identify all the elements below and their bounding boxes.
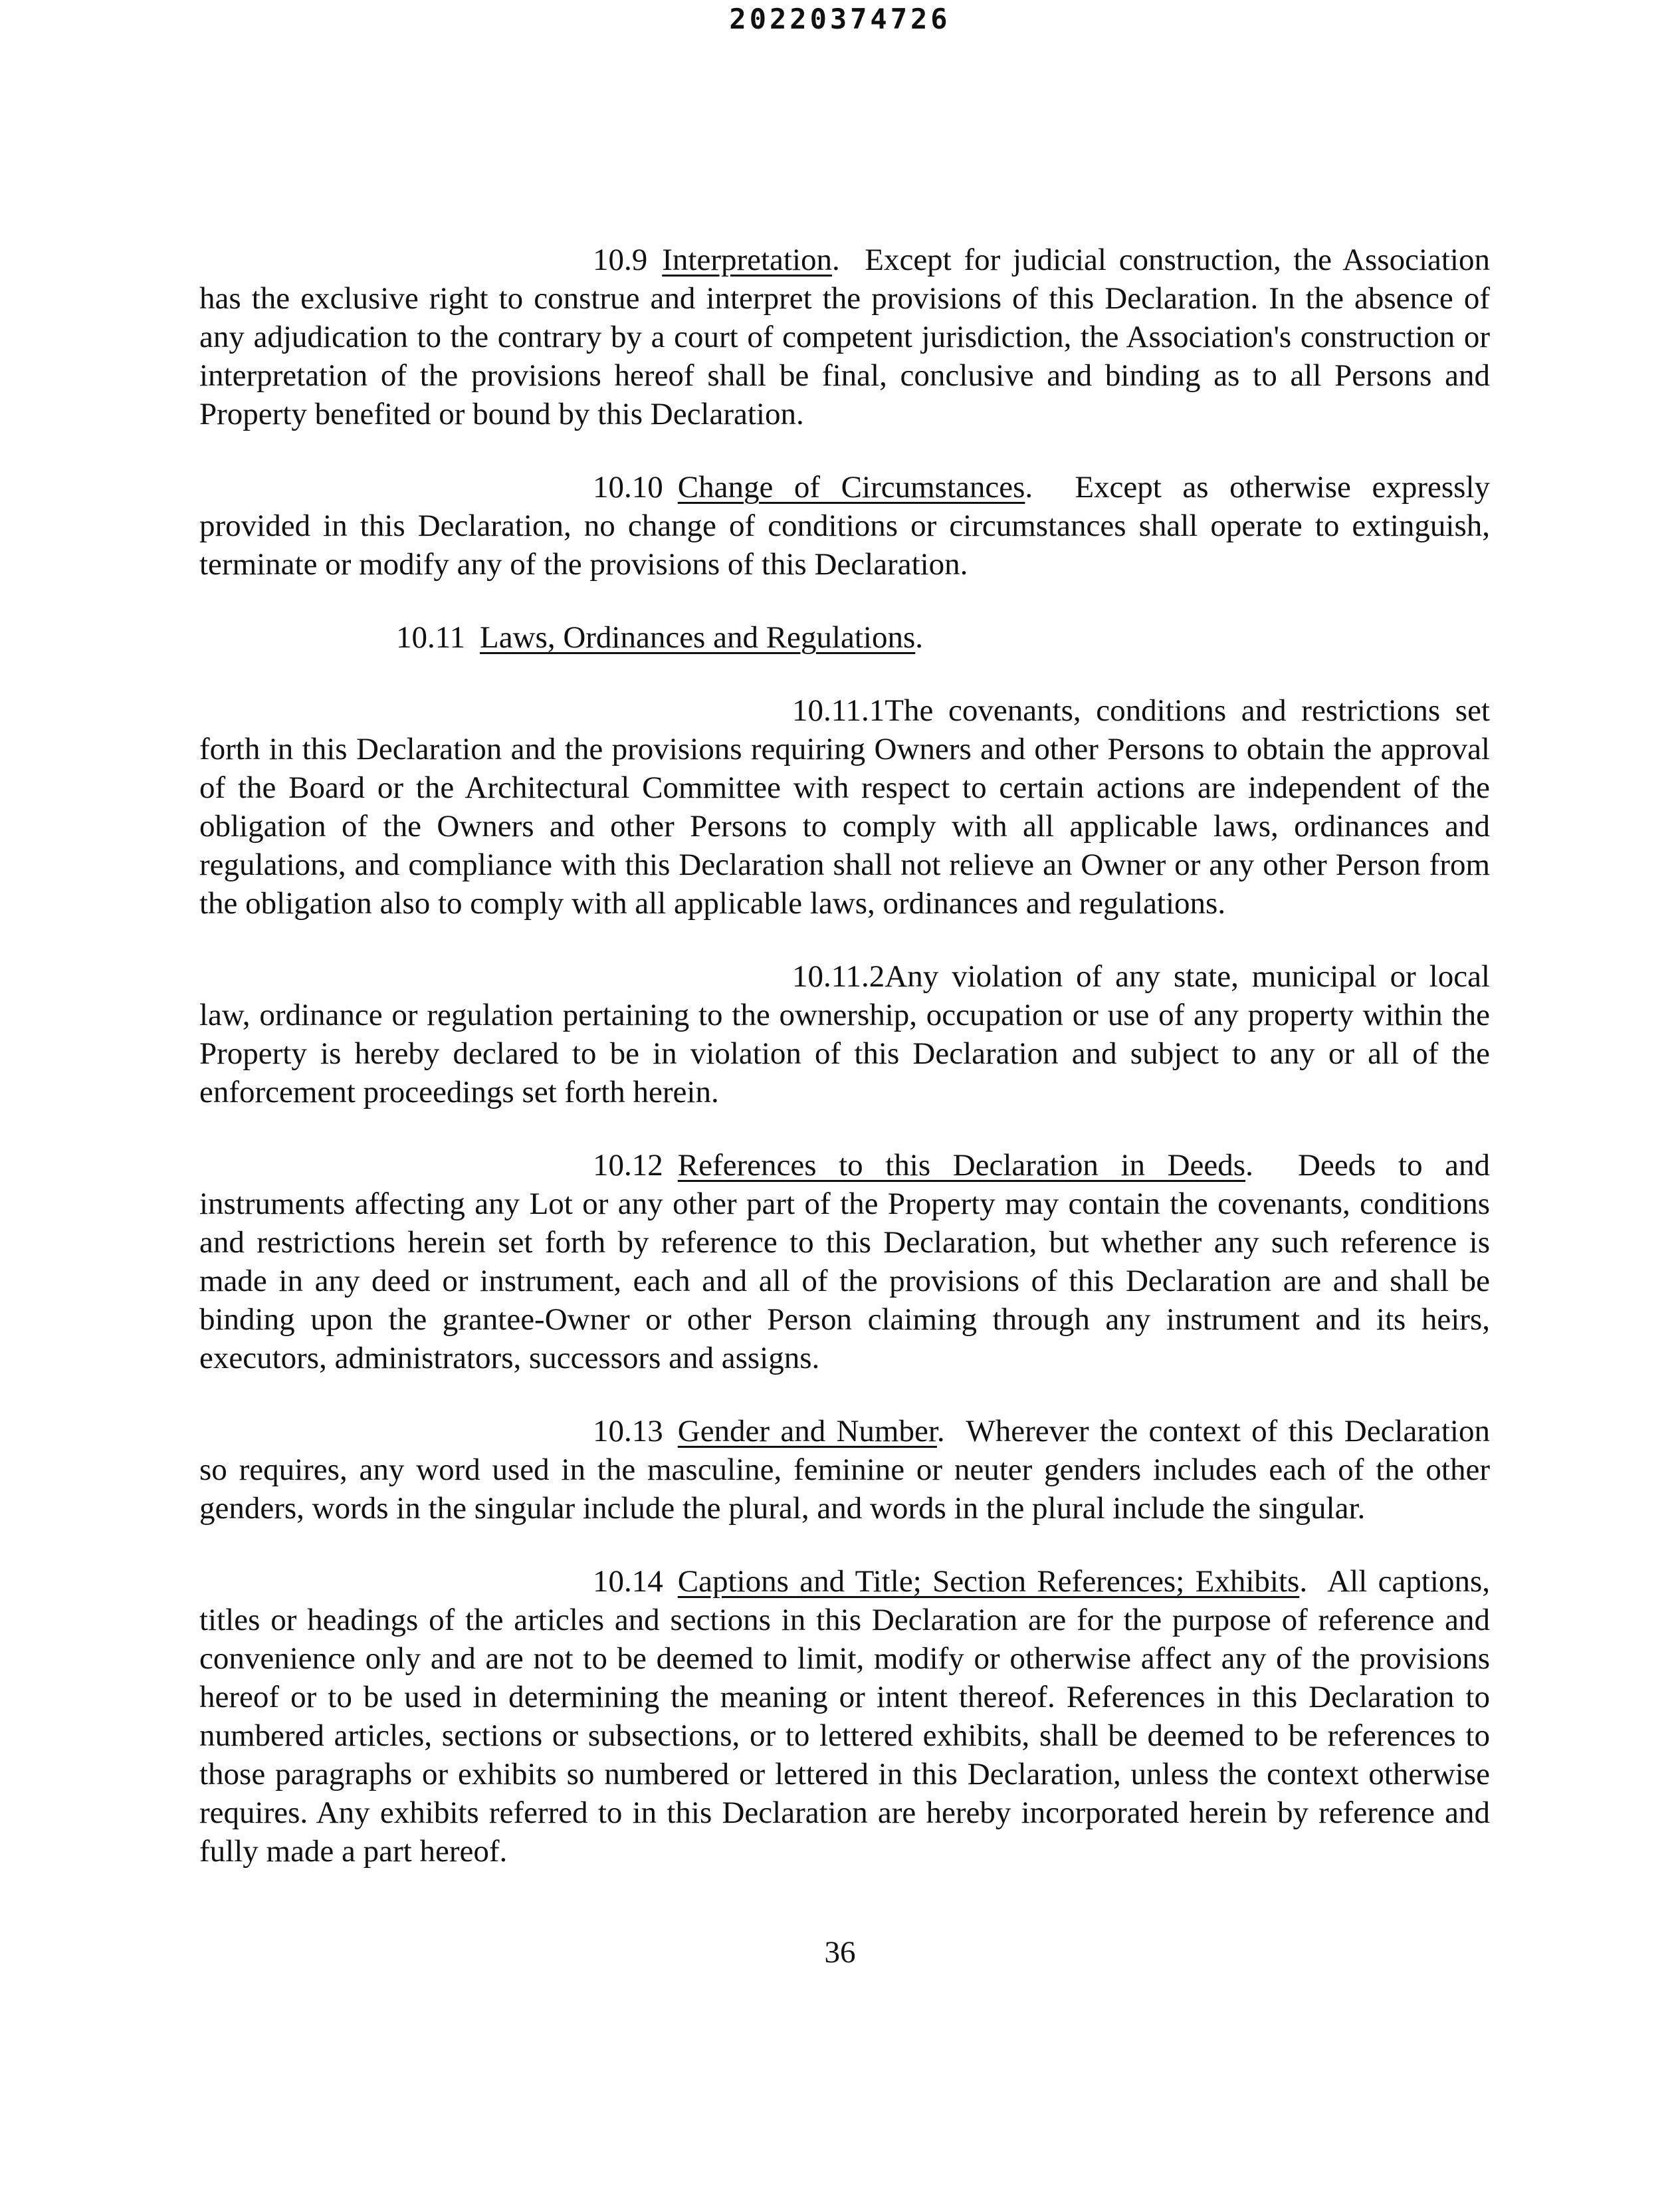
section-heading: Laws, Ordinances and Regulations (480, 620, 916, 655)
section-body: Except for judicial construction, the Association has the exclusive right to construe and interpret the provisions of this Declaration. In the absence of any adjudication to the contrary by a court of competent jurisdiction, the Association's construction or interpretation of the provisions hereof shall be final, conclusive and binding as to all Persons and Property benefited or bound by this Declaration. (199, 243, 1490, 431)
section-heading: References to this Declaration in Deeds (677, 1148, 1246, 1183)
section-number: 10.9 (593, 243, 648, 277)
subsection-number: 10.11.1 (792, 693, 885, 728)
section-10-10 (199, 468, 1490, 584)
section-10-13 (199, 1412, 1490, 1528)
section-body: Deeds to and instruments affecting any Lot or any other part of the Property may contain the covenants, conditions and restrictions herein set forth by reference to this Declaration, but whether any such reference is made in any deed or instrument, each and all of the provisions of this Declaration are and shall be binding upon the grantee-Owner or other Person claiming through any instrument and its heirs, executors, administrators, successors and assigns. (199, 1148, 1491, 1375)
section-body: The covenants, conditions and restrictions set forth in this Declaration and the provisions requiring Owners and other Persons to obtain the approval of the Board or the Architectural Committee with respect to certain actions are independent of the obligation of the Owners and other Persons to comply with all applicable laws, ordinances and regulations, and compliance with this Declaration shall not relieve an Owner or any other Person from the obligation also to comply with all applicable laws, ordinances and regulations. (199, 693, 1490, 921)
section-number: 10.13 (593, 1414, 663, 1448)
section-10-9 (199, 241, 1490, 433)
section-number: 10.10 (593, 470, 663, 505)
document-body (199, 241, 1490, 1905)
section-heading: Interpretation (662, 243, 833, 277)
section-number: 10.11 (396, 620, 466, 655)
section-10-11-2 (199, 957, 1490, 1111)
section-body: Any violation of any state, municipal or local law, ordinance or regulation pertaining to the ownership, occupation or use of any property within the Property is hereby declared to be in violation of this Declaration and subject to any or all of the enforcement proceedings set forth herein. (199, 959, 1490, 1109)
section-body: Except as otherwise expressly provided in this Declaration, no change of conditions or circumstances shall operate to extinguish, terminate or modify any of the provisions of this Declaration. (199, 470, 1491, 582)
section-10-11-1 (199, 691, 1490, 923)
heading-punctuation: . (936, 1414, 945, 1448)
subsection-number: 10.11.2 (792, 959, 885, 994)
section-number: 10.14 (593, 1564, 663, 1599)
section-heading: Captions and Title; Section References; Exhibits (677, 1564, 1300, 1599)
section-10-12 (199, 1146, 1490, 1377)
section-heading: Gender and Number (677, 1414, 937, 1448)
section-body: Wherever the context of this Declaration so requires, any word used in the masculine, feminine or neuter genders includes each of the other genders, words in the singular include the plural, and words in the plural include the singular. (199, 1414, 1490, 1526)
page-number: 36 (824, 1935, 856, 1970)
document-number: 20220374726 (729, 3, 951, 35)
heading-punctuation: . (1025, 470, 1033, 505)
section-number: 10.12 (593, 1148, 663, 1183)
section-body: All captions, titles or headings of the articles and sections in this Declaration are for the purpose of reference and convenience only and are not to be deemed to limit, modify or otherwise affect any of the provisions hereof or to be used in determining the meaning or intent thereof. References in this Declaration to numbered articles, sections or subsections, or to lettered exhibits, shall be deemed to be references to those paragraphs or exhibits so numbered or lettered in this Declaration, unless the context otherwise requires. Any exhibits referred to in this Declaration are hereby incorporated herein by reference and fully made a part hereof. (199, 1564, 1491, 1869)
section-heading: Change of Circumstances (677, 470, 1025, 505)
heading-punctuation: . (1245, 1148, 1253, 1183)
section-10-11 (199, 618, 1490, 657)
heading-punctuation: . (915, 620, 923, 655)
heading-punctuation: . (832, 243, 840, 277)
section-10-14 (199, 1562, 1490, 1871)
heading-punctuation: . (1299, 1564, 1308, 1599)
